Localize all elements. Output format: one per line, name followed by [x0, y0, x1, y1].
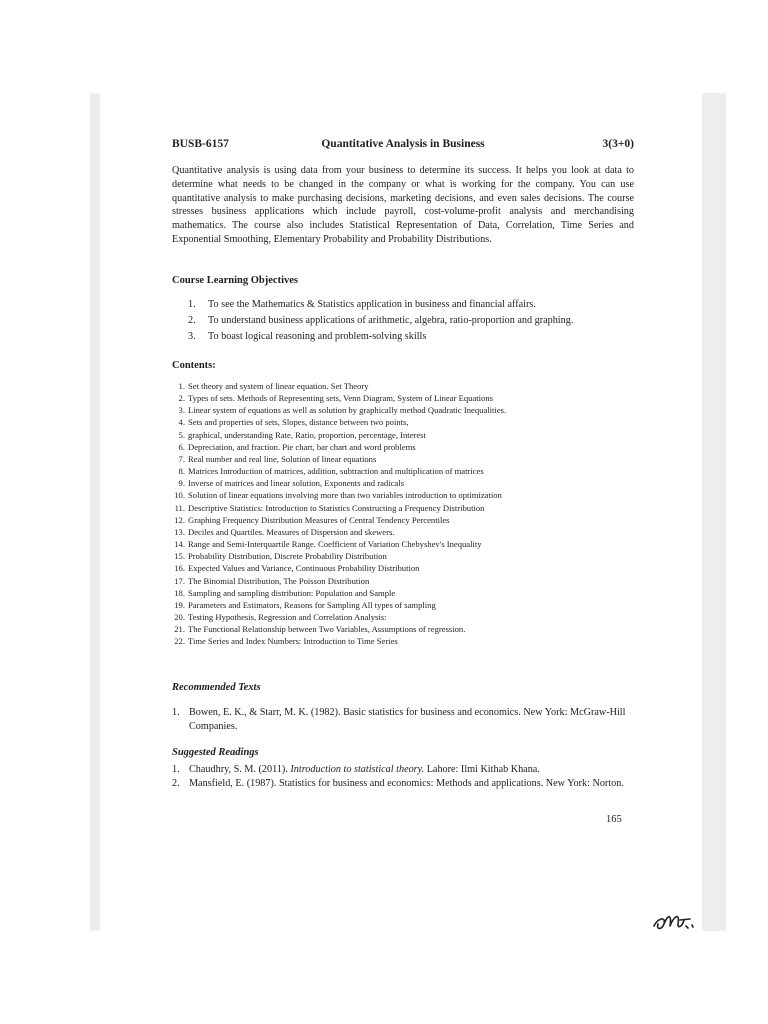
- item-text: Types of sets. Methods of Representing sets, Venn Diagram, System of Linear Equations: [188, 393, 493, 404]
- item-number: 16.: [174, 563, 185, 574]
- contents-item: [172, 380, 634, 392]
- contents-item: [172, 453, 634, 465]
- item-number: 2.: [172, 778, 180, 789]
- item-text: The Functional Relationship between Two Variables, Assumptions of regression.: [188, 624, 466, 635]
- contents-item: [172, 599, 634, 611]
- item-text-italic: Introduction to statistical theory.: [290, 764, 425, 775]
- scan-border-right: [702, 93, 726, 931]
- item-text-pre: Mansfield, E. (1987). Statistics for business and economics: Methods and applications. New York: Norton.: [189, 778, 624, 789]
- item-text: To see the Mathematics & Statistics application in business and financial affairs.: [208, 299, 536, 310]
- objectives-heading: Course Learning Objectives: [172, 275, 298, 286]
- item-text: Descriptive Statistics: Introduction to Statistics Constructing a Frequency Distribution: [188, 502, 485, 513]
- item-number: 11.: [174, 502, 185, 513]
- item-text: Range and Semi-Interquartile Range. Coefficient of Variation Chebyshev's Inequality: [188, 539, 482, 550]
- item-number: 4.: [178, 417, 185, 428]
- contents-item: [172, 429, 634, 441]
- item-text: Set theory and system of linear equation. Set Theory: [188, 381, 369, 391]
- recommended-texts-heading: Recommended Texts: [172, 682, 261, 693]
- handwritten-signature: [650, 906, 700, 934]
- item-number: 10.: [174, 490, 185, 501]
- item-number: 17.: [174, 575, 185, 586]
- item-number: 8.: [178, 466, 185, 477]
- item-text: Matrices Introduction of matrices, addition, subtraction and multiplication of matrices: [188, 466, 484, 477]
- objectives-list: [188, 297, 634, 345]
- contents-item: [172, 635, 634, 647]
- item-number: 13.: [174, 526, 185, 537]
- item-text: Deciles and Quartiles. Measures of Dispersion and skewers.: [188, 526, 395, 537]
- suggested-reading-item: [172, 777, 634, 791]
- item-text: Inverse of matrices and linear solution, Exponents and radicals: [188, 478, 404, 489]
- item-text: graphical, understanding Rate, Ratio, proportion, percentage, Interest: [188, 429, 426, 440]
- item-text: Probability Distribution, Discrete Probability Distribution: [188, 551, 387, 562]
- item-number: 2.: [178, 393, 185, 404]
- item-number: 3.: [178, 405, 185, 416]
- item-text: Depreciation, and fraction. Pie chart, bar chart and word problems: [188, 441, 416, 452]
- item-text: To understand business applications of arithmetic, algebra, ratio-proportion and graphing.: [208, 315, 574, 326]
- item-number: 5.: [178, 429, 185, 440]
- contents-item: [172, 489, 634, 501]
- item-text: Sampling and sampling distribution: Population and Sample: [188, 587, 396, 598]
- course-description: Quantitative analysis is using data from your business to determine its success. It helps you look at data to determine what needs to be changed in the company or what is working for the company. You can use quantitative analysis to make purchasing decisions, marketing decisions, and even sales decisions. The course stresses business applications which include payroll, cost-volume-profit analysis and merchandising mathematics. The course also includes Statistical Representation of Data, Correlation, Time Series and Exponential Smoothing, Elementary Probability and Probability Distributions.: [172, 165, 634, 245]
- contents-item: [172, 526, 634, 538]
- objective-item: [188, 313, 634, 329]
- contents-item: [172, 575, 634, 587]
- item-number: 21.: [174, 624, 185, 635]
- course-credits: 3(3+0): [602, 138, 634, 150]
- item-text: Solution of linear equations involving more than two variables introduction to optimization: [188, 490, 502, 501]
- item-text: The Binomial Distribution, The Poisson Distribution: [188, 575, 370, 586]
- contents-item: [172, 514, 634, 526]
- contents-item: [172, 477, 634, 489]
- item-text: To boast logical reasoning and problem-solving skills: [208, 331, 427, 342]
- contents-item: [172, 392, 634, 404]
- item-number: 12.: [174, 514, 185, 525]
- item-number: 2.: [188, 315, 196, 326]
- contents-heading: Contents:: [172, 360, 216, 371]
- suggested-readings-list: [172, 763, 634, 791]
- item-text-pre: Chaudhry, S. M. (2011).: [189, 764, 291, 775]
- objective-item: [188, 297, 634, 313]
- contents-item: [172, 502, 634, 514]
- contents-item: [172, 611, 634, 623]
- contents-item: [172, 538, 634, 550]
- contents-item: [172, 416, 634, 428]
- item-number: 3.: [188, 331, 196, 342]
- item-number: 1.: [178, 381, 185, 391]
- item-text: Real number and real line, Solution of linear equations: [188, 453, 377, 464]
- item-number: 1.: [172, 764, 180, 775]
- item-number: 14.: [174, 539, 185, 550]
- objective-item: [188, 329, 634, 345]
- scan-border-left: [90, 93, 100, 931]
- item-number: 1.: [188, 299, 196, 310]
- item-number: 18.: [174, 587, 185, 598]
- contents-item: [172, 550, 634, 562]
- item-text: Testing Hypothesis, Regression and Correlation Analysis:: [188, 611, 387, 622]
- item-number: 1.: [172, 707, 180, 718]
- item-text: Parameters and Estimators, Reasons for Sampling All types of sampling: [188, 599, 436, 610]
- item-text: Linear system of equations as well as solution by graphically method Quadratic Inequalities.: [188, 405, 507, 416]
- contents-item: [172, 465, 634, 477]
- contents-item: [172, 441, 634, 453]
- suggested-readings-heading: Suggested Readings: [172, 747, 259, 758]
- item-text: Expected Values and Variance, Continuous Probability Distribution: [188, 563, 420, 574]
- item-number: 6.: [178, 441, 185, 452]
- page-number: 165: [606, 814, 622, 825]
- contents-item: [172, 404, 634, 416]
- contents-item: [172, 587, 634, 599]
- suggested-reading-item: [172, 763, 634, 777]
- recommended-texts-list: [172, 706, 634, 734]
- item-number: 20.: [174, 611, 185, 622]
- contents-item: [172, 562, 634, 574]
- item-text: Time Series and Index Numbers: Introduction to Time Series: [188, 636, 398, 647]
- contents-list: [172, 380, 634, 647]
- recommended-text-item: [172, 706, 634, 734]
- item-text: Bowen, E. K., & Starr, M. K. (1982). Basic statistics for business and economics. New York: McGraw-Hill Companies.: [189, 707, 626, 732]
- item-text: Graphing Frequency Distribution Measures of Central Tendency Percentiles: [188, 514, 450, 525]
- item-number: 19.: [174, 599, 185, 610]
- course-header: [172, 138, 634, 158]
- item-number: 7.: [178, 453, 185, 464]
- contents-item: [172, 623, 634, 635]
- item-number: 15.: [174, 551, 185, 562]
- course-code: BUSB-6157: [172, 138, 229, 150]
- item-text-post: Lahore: Ilmi Kithab Khana.: [424, 764, 540, 775]
- course-title: Quantitative Analysis in Business: [321, 138, 485, 150]
- item-number: 9.: [178, 478, 185, 489]
- item-text: Sets and properties of sets, Slopes, distance between two points,: [188, 417, 409, 428]
- item-number: 22.: [174, 636, 185, 647]
